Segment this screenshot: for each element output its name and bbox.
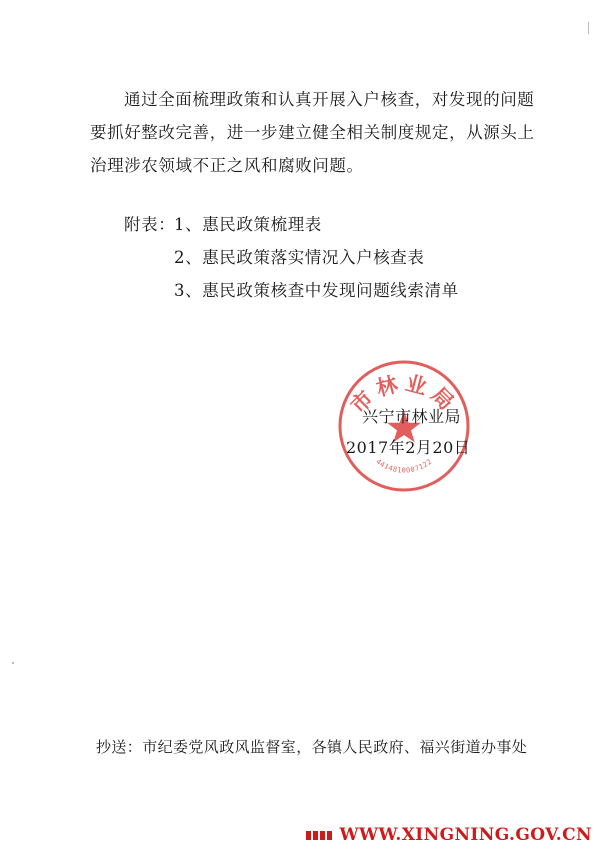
- watermark-block-icon: [306, 831, 334, 840]
- attachments-label: 附表：: [124, 215, 176, 234]
- issue-date: 2017年2月20日: [346, 438, 471, 457]
- svg-text:4414810007122: [374, 458, 433, 475]
- attachment-item-2: 2、惠民政策落实情况入户核查表: [174, 248, 425, 267]
- paragraph-line-3: 治理涉农领域不正之风和腐败问题。: [90, 156, 364, 175]
- site-watermark: [306, 825, 592, 845]
- watermark-text: WWW.XINGNING.GOV.CN: [339, 825, 592, 845]
- paragraph-line-2: 要抓好整改完善，进一步建立健全相关制度规定，从源头上: [90, 123, 535, 142]
- paragraph-line-1: 通过全面梳理政策和认真开展入户核查，对发现的问题: [124, 90, 535, 109]
- issuing-organization: 兴宁市林业局: [362, 407, 462, 426]
- seal-top-text: 市林业局: [345, 369, 463, 419]
- attachment-item-3: 3、惠民政策核查中发现问题线索清单: [174, 281, 459, 300]
- scan-speck: [12, 662, 14, 664]
- cc-label: 抄送：: [96, 738, 143, 756]
- cc-line: [96, 736, 527, 757]
- cc-recipients: 市纪委党风政风监督室，各镇人民政府、福兴街道办事处: [142, 738, 528, 756]
- attachment-item-1: 1、惠民政策梳理表: [174, 215, 322, 234]
- seal-serial-number: 4414810007122: [374, 457, 434, 475]
- scan-speck: [588, 22, 589, 34]
